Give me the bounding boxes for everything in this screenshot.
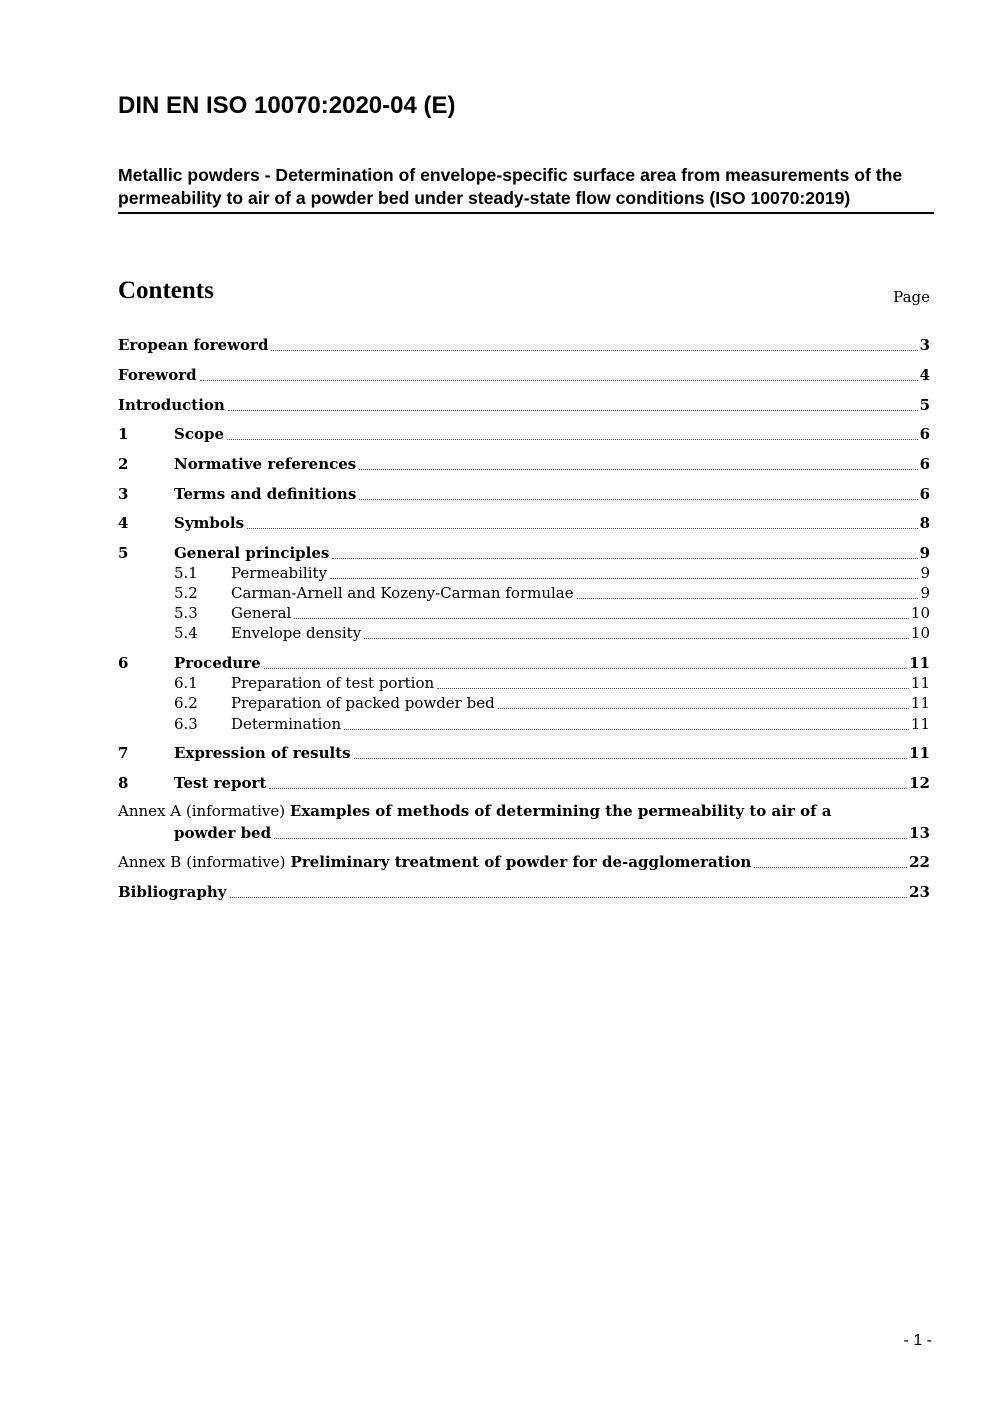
toc-entry-number: 1 bbox=[118, 425, 129, 443]
toc-entry-number: 6.1 bbox=[174, 674, 198, 692]
toc-entry-text: General bbox=[231, 604, 292, 622]
toc-entry-section-5-3[interactable] bbox=[174, 603, 930, 623]
toc-entry-page: 6 bbox=[919, 425, 930, 443]
toc-entry-foreword[interactable] bbox=[118, 365, 930, 385]
toc-leader-dots bbox=[344, 729, 909, 730]
toc-entry-page: 12 bbox=[909, 774, 930, 792]
toc-entry-page: 6 bbox=[919, 485, 930, 503]
toc-entry-page: 6 bbox=[919, 455, 930, 473]
toc-entry-text: Introduction bbox=[118, 396, 225, 414]
toc-entry-page: 3 bbox=[919, 336, 930, 354]
toc-entry-text: Expression of results bbox=[174, 744, 351, 762]
annex-type: (informative) bbox=[185, 802, 286, 820]
toc-leader-dots bbox=[294, 618, 909, 619]
toc-leader-dots bbox=[437, 688, 909, 689]
toc-leader-dots bbox=[498, 708, 909, 709]
toc-entry-annex-b[interactable] bbox=[118, 852, 930, 872]
toc-entry-text: Envelope density bbox=[231, 624, 362, 642]
toc-entry-section-2[interactable] bbox=[118, 454, 930, 474]
page-number: - 1 - bbox=[903, 1332, 932, 1349]
toc-entry-page: 4 bbox=[919, 366, 930, 384]
toc-entry-number: 7 bbox=[118, 744, 129, 762]
toc-entry-text: Preparation of test portion bbox=[231, 674, 435, 692]
toc-entry-page: 23 bbox=[909, 883, 930, 901]
toc-entry-page: 11 bbox=[910, 715, 930, 733]
toc-entry-page: 8 bbox=[919, 514, 930, 532]
toc-entry-section-4[interactable] bbox=[118, 513, 930, 533]
toc-leader-dots bbox=[359, 499, 917, 500]
toc-entry-text: Procedure bbox=[174, 654, 261, 672]
toc-leader-dots bbox=[754, 867, 907, 868]
toc-entry-page: 11 bbox=[910, 674, 930, 692]
document-title: DIN EN ISO 10070:2020-04 (E) bbox=[118, 92, 456, 119]
toc-entry-text: Bibliography bbox=[118, 883, 227, 901]
annex-type: (informative) bbox=[186, 853, 286, 871]
toc-entry-page: 10 bbox=[910, 624, 930, 642]
document-subtitle: Metallic powders - Determination of envelope-specific surface area from measurements of the permeability to air of a powder bed under steady-state flow conditions (ISO 10070:2019) bbox=[118, 164, 934, 214]
toc-entry-number: 8 bbox=[118, 774, 129, 792]
toc-entry-introduction[interactable] bbox=[118, 395, 930, 415]
toc-entry-text: Terms and definitions bbox=[174, 485, 357, 503]
toc-entry-text: Test report bbox=[174, 774, 267, 792]
toc-entry-text: powder bed bbox=[174, 824, 272, 842]
toc-entry-page: 11 bbox=[909, 744, 930, 762]
toc-entry-text: Preparation of packed powder bed bbox=[231, 694, 495, 712]
toc-entry-section-5-1[interactable] bbox=[174, 563, 930, 583]
toc-entry-european-foreword[interactable] bbox=[118, 335, 930, 355]
toc-leader-dots bbox=[354, 758, 908, 759]
toc-entry-page: 11 bbox=[909, 654, 930, 672]
toc-entry-page: 13 bbox=[909, 824, 930, 842]
toc-leader-dots bbox=[264, 668, 907, 669]
toc-leader-dots bbox=[359, 469, 917, 470]
toc-entry-section-6-1[interactable] bbox=[174, 673, 930, 693]
toc-entry-text: Determination bbox=[231, 715, 342, 733]
toc-entry-text: Scope bbox=[174, 425, 225, 443]
contents-heading: Contents bbox=[118, 277, 214, 304]
toc-entry-text: General principles bbox=[174, 544, 330, 562]
toc-entry-page: 9 bbox=[919, 544, 930, 562]
toc-entry-number: 2 bbox=[118, 455, 129, 473]
annex-label: Annex A bbox=[118, 802, 182, 820]
toc-entry-bibliography[interactable] bbox=[118, 882, 930, 902]
toc-leader-dots bbox=[228, 410, 918, 411]
toc-entry-page: 9 bbox=[920, 584, 930, 602]
toc-entry-number: 5.3 bbox=[174, 604, 198, 622]
toc-entry-number: 5.1 bbox=[174, 564, 198, 582]
toc-entry-number: 6.2 bbox=[174, 694, 198, 712]
annex-title: Preliminary treatment of powder for de-agglomeration bbox=[290, 853, 752, 871]
toc-entry-section-7[interactable] bbox=[118, 743, 930, 763]
toc-entry-section-5-4[interactable] bbox=[174, 623, 930, 643]
page-column-label: Page bbox=[893, 288, 930, 306]
toc-entry-page: 22 bbox=[909, 853, 930, 871]
toc-entry-number: 3 bbox=[118, 485, 129, 503]
toc-entry-annex-a[interactable] bbox=[174, 823, 930, 843]
toc-entry-number: 6.3 bbox=[174, 715, 198, 733]
toc-entry-section-8[interactable] bbox=[118, 773, 930, 793]
toc-entry-text: Eropean foreword bbox=[118, 336, 269, 354]
toc-entry-number: 5.2 bbox=[174, 584, 198, 602]
toc-entry-number: 5.4 bbox=[174, 624, 198, 642]
toc-entry-section-6-2[interactable] bbox=[174, 693, 930, 713]
toc-entry-annex-a-heading[interactable] bbox=[118, 801, 831, 821]
toc-entry-page: 9 bbox=[920, 564, 930, 582]
toc-entry-page: 11 bbox=[910, 694, 930, 712]
toc-leader-dots bbox=[227, 439, 918, 440]
toc-entry-text: Carman-Arnell and Kozeny-Carman formulae bbox=[231, 584, 574, 602]
toc-entry-section-3[interactable] bbox=[118, 484, 930, 504]
toc-entry-section-6-3[interactable] bbox=[174, 714, 930, 734]
toc-entry-number: 5 bbox=[118, 544, 129, 562]
toc-leader-dots bbox=[330, 578, 918, 579]
toc-entry-section-6[interactable] bbox=[118, 653, 930, 673]
annex-title: Examples of methods of determining the permeability to air of a bbox=[289, 802, 832, 820]
toc-leader-dots bbox=[364, 638, 909, 639]
toc-leader-dots bbox=[247, 528, 918, 529]
toc-leader-dots bbox=[274, 838, 907, 839]
toc-entry-number: 6 bbox=[118, 654, 129, 672]
toc-entry-text: Normative references bbox=[174, 455, 357, 473]
toc-entry-section-1[interactable] bbox=[118, 424, 930, 444]
annex-label: Annex B bbox=[118, 853, 182, 871]
toc-leader-dots bbox=[271, 350, 917, 351]
toc-entry-section-5[interactable] bbox=[118, 543, 930, 563]
toc-entry-text: Symbols bbox=[174, 514, 245, 532]
toc-entry-section-5-2[interactable] bbox=[174, 583, 930, 603]
toc-entry-number: 4 bbox=[118, 514, 129, 532]
toc-entry-page: 5 bbox=[919, 396, 930, 414]
toc-entry-text: Foreword bbox=[118, 366, 197, 384]
toc-leader-dots bbox=[577, 598, 919, 599]
toc-leader-dots bbox=[230, 897, 908, 898]
toc-entry-text: Permeability bbox=[231, 564, 328, 582]
toc-leader-dots bbox=[269, 788, 907, 789]
toc-leader-dots bbox=[200, 380, 918, 381]
toc-entry-page: 10 bbox=[910, 604, 930, 622]
toc-leader-dots bbox=[332, 558, 917, 559]
